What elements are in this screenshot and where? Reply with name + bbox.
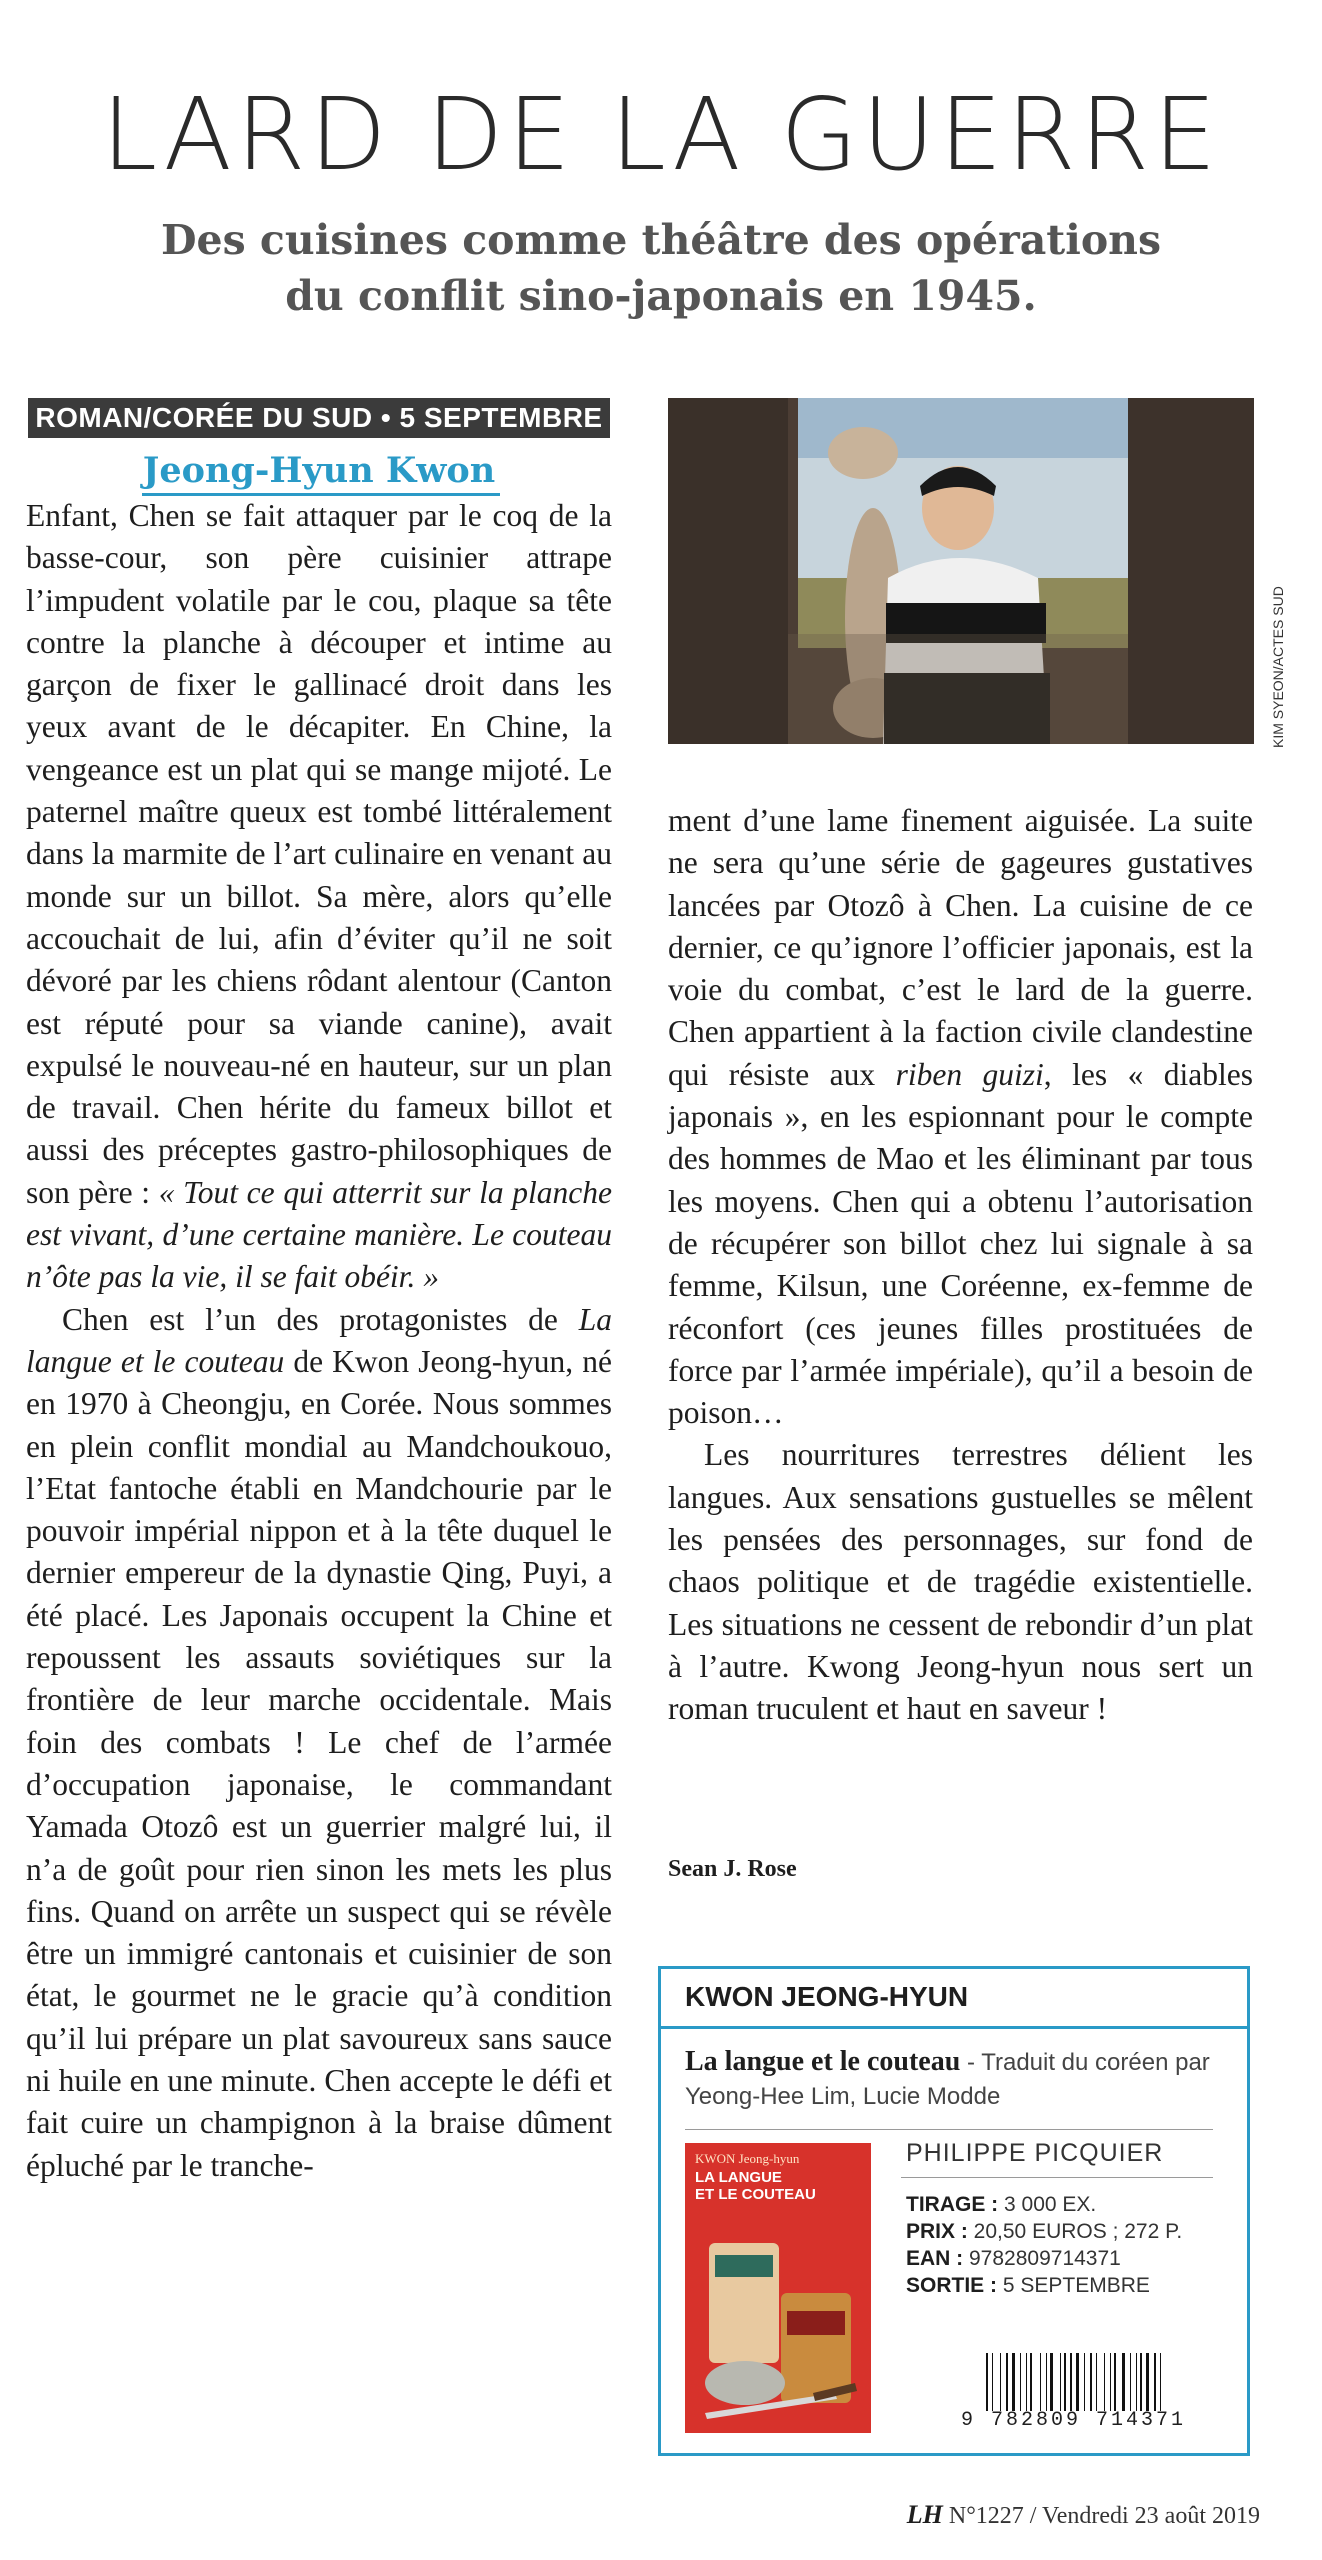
infobox-rule bbox=[685, 2129, 1213, 2130]
detail-label: SORTIE : bbox=[906, 2274, 998, 2297]
barcode-bar bbox=[1160, 2353, 1161, 2411]
detail-row bbox=[906, 2191, 1182, 2218]
barcode-bar bbox=[986, 2353, 988, 2411]
cover-title-line: LA LANGUE bbox=[695, 2169, 782, 2186]
article-column-1 bbox=[26, 495, 612, 2187]
barcode-bar bbox=[1130, 2353, 1131, 2411]
cover-title-line: ET LE COUTEAU bbox=[695, 2186, 816, 2203]
cover-author: KWON Jeong-hyun bbox=[695, 2151, 800, 2166]
barcode-bar bbox=[1006, 2353, 1008, 2411]
article-paragraph bbox=[26, 1299, 612, 2187]
barcode-bar bbox=[1084, 2353, 1085, 2411]
barcode-bar bbox=[1146, 2353, 1149, 2411]
magazine-logo: LH bbox=[906, 2500, 943, 2529]
cover-illustration bbox=[685, 2143, 871, 2433]
section-rubric: ROMAN/CORÉE DU SUD • 5 SEPTEMBRE bbox=[28, 398, 610, 438]
barcode-bar bbox=[1026, 2353, 1027, 2411]
infobox-book-line bbox=[685, 2045, 1225, 2114]
barcode-bar bbox=[992, 2353, 993, 2411]
detail-value: 5 SEPTEMBRE bbox=[997, 2274, 1150, 2297]
infobox-book-title: La langue et le couteau bbox=[685, 2046, 961, 2077]
barcode-bar bbox=[1046, 2353, 1047, 2411]
paragraph-text: Chen est l’un des protagonistes de bbox=[62, 1301, 579, 1337]
infobox-translation: - Traduit du coréen par Yeong-Hee Lim, Lucie Modde bbox=[685, 2049, 1210, 2110]
barcode-bar bbox=[1104, 2353, 1105, 2411]
barcode-bar bbox=[1122, 2353, 1125, 2411]
paragraph-text: Enfant, Chen se fait attaquer par le coq de la basse-cour, son père cuisinier attrape l’impudent volatile par le cou, plaque sa tête contre la planche à découper et intime au garçon de fixer le gallinacé droit dans les yeux avant de le décapiter. En Chine, la vengeance est un plat qui se mange mijoté. Le paternel maître queux est tombé littéralement dans la marmite de l’art culinaire en venant au monde sur un billot. Sa mère, alors qu’elle accouchait de lui, afin d’éviter qu’il ne soit dévoré par les chiens rôdant alentour (Canton est réputé pour sa viande canine), avait expulsé le nouveau-né en hauteur, sur un plan de travail. Chen hérite du fameux billot et aussi des préceptes gastro-philosophiques de son père : bbox=[26, 498, 612, 1210]
detail-label: EAN : bbox=[906, 2247, 964, 2270]
standfirst-line: du conflit sino-japonais en 1945. bbox=[285, 272, 1037, 320]
article-paragraph bbox=[26, 495, 612, 1299]
article-paragraph: Les nourritures terrestres délient les langues. Aux sensations gustuelles se mêlent les pensées des personnages, sur fond de chaos politique et de tragédie existentielle. Les situations ne cessent de rebondir d’un plat à l’autre. Kwong Jeong-hyun nous sert un roman truculent et haut en saveur ! bbox=[668, 1437, 1253, 1727]
barcode-bar bbox=[1136, 2353, 1137, 2411]
detail-label: PRIX : bbox=[906, 2220, 968, 2243]
barcode-bar bbox=[1070, 2353, 1072, 2411]
standfirst bbox=[100, 212, 1222, 324]
detail-row bbox=[906, 2218, 1182, 2245]
barcode-bar bbox=[1110, 2353, 1111, 2411]
barcode-bar bbox=[1020, 2353, 1021, 2411]
barcode-bar bbox=[1012, 2353, 1015, 2411]
detail-value: 20,50 EUROS ; 272 P. bbox=[967, 2220, 1183, 2243]
quote-text: « Tout ce qui atterrit sur la planche est vivant, d’une certaine manière. Le couteau n’ôte pas la vie, il se fait obéir. » bbox=[26, 1174, 612, 1295]
paragraph-text: ment d’une lame finement aiguisée. La suite ne sera qu’une série de gageures gustatives lancées par Otozô à Chen. La cuisine de ce dernier, ce qu’ignore l’officier japonais, est la voie du combat, c’est le lard de la guerre. Chen appartient à la faction civile clandestine qui résiste aux bbox=[668, 803, 1253, 1092]
barcode-bar bbox=[1040, 2353, 1041, 2411]
infobox-title: KWON JEONG-HYUN bbox=[685, 1981, 969, 2012]
infobox-details bbox=[906, 2191, 1182, 2299]
infobox-publisher: PHILIPPE PICQUIER bbox=[906, 2139, 1164, 2167]
barcode-bar bbox=[1096, 2353, 1097, 2411]
barcode-bar bbox=[1064, 2353, 1066, 2411]
infobox-rule bbox=[901, 2177, 1213, 2178]
photo-credit: KIM SYEON/ACTES SUD bbox=[1270, 586, 1286, 748]
article-paragraph bbox=[668, 800, 1253, 1434]
barcode-bar bbox=[1000, 2353, 1001, 2411]
barcode-number: 9 782809 714371 bbox=[961, 2409, 1187, 2432]
standfirst-line: Des cuisines comme théâtre des opérations bbox=[160, 216, 1162, 264]
emphasis-text: riben guizi bbox=[895, 1056, 1044, 1092]
book-cover-image bbox=[685, 2143, 871, 2433]
paragraph-text: , les « diables japonais », en les espionnant pour le compte des hommes de Mao et les éliminant par tous les moyens. Chen qui a obtenu l’autorisation de récupérer son billot chez lui signale à sa femme, Kilsun, une Coréenne, ex-femme de réconfort (ces jeunes filles prostituées de force par l’armée impériale), qu’il a besoin de poison… bbox=[668, 1056, 1253, 1431]
barcode-bar bbox=[1114, 2353, 1116, 2411]
barcode-bar bbox=[1030, 2353, 1032, 2411]
issue-info: N°1227 / Vendredi 23 août 2019 bbox=[948, 2503, 1260, 2529]
barcode-bar bbox=[1060, 2353, 1061, 2411]
barcode-bar bbox=[1076, 2353, 1079, 2411]
barcode-bar bbox=[1140, 2353, 1142, 2411]
book-title-inline: La langue et le couteau bbox=[26, 1301, 612, 1379]
article-signature: Sean J. Rose bbox=[668, 1856, 797, 1882]
author-name: Jeong-Hyun Kwon bbox=[142, 450, 496, 491]
barcode-image bbox=[986, 2353, 1216, 2411]
detail-label: TIRAGE : bbox=[906, 2193, 999, 2216]
paragraph-text: de Kwon Jeong-hyun, né en 1970 à Cheongju, en Corée. Nous sommes en plein conflit mondial au Mandchoukouo, l’Etat fantoche établi en Mandchourie par le pouvoir impérial nippon et à la tête duquel le dernier empereur de la dynastie Qing, Puyi, a été placé. Les Japonais occupent la Chine et repoussent les assauts soviétiques sur la frontière de leur marche occidentale. Mais foin des combats ! Le chef de l’armée d’occupation japonaise, le commandant Yamada Otozô est un guerrier malgré lui, il n’a de goût pour rien sinon les mets les plus fins. Quand on arrête un suspect qui se révèle être un immigré cantonais et cuisinier de son état, le gourmet ne le gracie qu’à condition qu’il lui prépare un plat savoureux sans sauce ni huile en une minute. Chen accepte le défi et fait cuire un champignon à la braise dûment épluché par le tranche- bbox=[26, 1343, 612, 2183]
barcode-bar bbox=[1090, 2353, 1092, 2411]
author-photo bbox=[668, 398, 1254, 744]
detail-row bbox=[906, 2245, 1182, 2272]
barcode-bar bbox=[1050, 2353, 1053, 2411]
page-footer bbox=[840, 2500, 1260, 2530]
detail-value: 9782809714371 bbox=[963, 2247, 1121, 2270]
book-infobox bbox=[658, 1966, 1250, 2456]
barcode-bar bbox=[1154, 2353, 1156, 2411]
headline: LARD DE LA GUERRE bbox=[101, 76, 1221, 193]
infobox-divider bbox=[661, 2026, 1247, 2029]
author-portrait-image bbox=[668, 398, 1254, 744]
detail-value: 3 000 EX. bbox=[998, 2193, 1097, 2216]
detail-row bbox=[906, 2272, 1182, 2299]
article-column-2 bbox=[668, 800, 1253, 1731]
